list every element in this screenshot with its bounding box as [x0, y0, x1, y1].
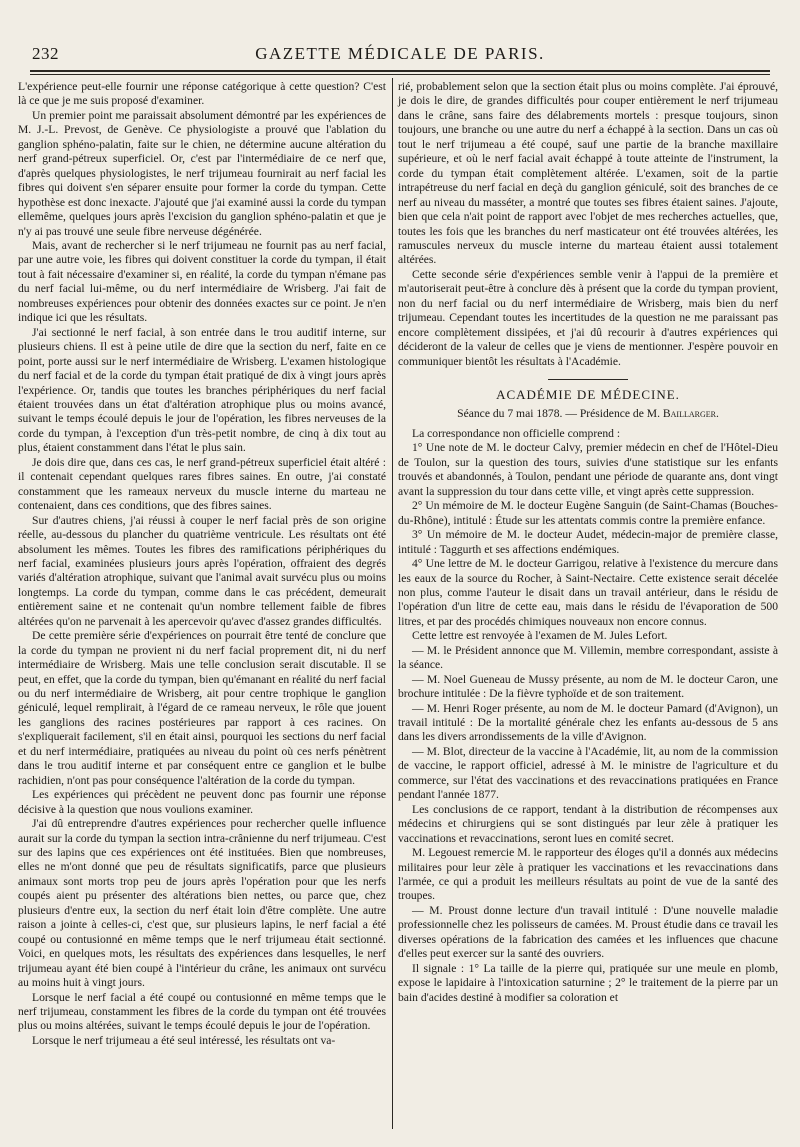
- paragraph: De cette première série d'expériences on pourrait être tenté de conclure que la corde du tympan ne provient ni du nerf facial proprement dit, ni du nerf intermédiaire de Wrisberg. Mais une telle conclusion serait discutable. Il se peut, en effet, que la corde du tympan, bien qu'émanant en réalité du nerf facial ou du nerf intermédiaire de Wrisberg, ait pour centre trophique le ganglion géniculé, lequel remplirait, à l'égard de ce rameau nerveux, le rôle que jouent les ganglions des racines postérieures par rapport à ces racines. On s'expliquerait facilement, s'il en était ainsi, pourquoi les sections du nerf facial et du nerf intermédiaire, pratiquées au niveau du point où ces nerfs pénètrent dans le trou auditif interne et par conséquent entre ce ganglion et le bulbe rachidien, n'ont pas pour conséquence l'altération de la corde du tympan.: [18, 629, 386, 787]
- header-rule-thin: [30, 74, 770, 75]
- paragraph: Sur d'autres chiens, j'ai réussi à couper le nerf facial près de son origine réelle, au-dessous du plancher du quatrième ventricule. Les résultats ont été absolument les mêmes. Toutes les fibres des ramifications périphériques du nerf facial, examinées plusieurs jours après l'opération, offraient des degrés variés d'altération atrophique, suivant que l'animal avait survécu plus ou moins longtemps. La corde du tympan, comme dans le cas précédent, demeurait entièrement saine et ne contenait qu'un nombre tellement faible de fibres altérées qu'on ne parvenait à les apercevoir qu'avec d'assez grandes difficultés.: [18, 513, 386, 628]
- paragraph: J'ai dû entreprendre d'autres expériences pour rechercher quelle influence aurait sur la corde du tympan la section intra-crânienne du nerf trijumeau. C'est sur des lapins que ces expériences ont été instituées. Bien que nombreuses, elles ne m'ont donné que peu de résultats significatifs, parce que plusieurs animaux sont morts trop peu de jours après l'opération pour que les nerfs coupés aient pu présenter des altérations bien nettes, ou parce que, chez plusieurs d'entre eux, la section du nerf était loin d'être complète. Une autre raison a jointe à celles-ci, c'est que, sur plusieurs lapins, le nerf facial a été coupé ou contusionné en même temps que le nerf trijumeau était sectionné. Voici, en quelques mots, les résultats des expériences dans lesquelles, le nerf trijumeau ayant été bien coupé à l'intérieur du crâne, les animaux ont survécu au moins huit à vingt jours.: [18, 817, 386, 990]
- academie-title: ACADÉMIE DE MÉDECINE.: [496, 387, 680, 403]
- paragraph: Cette seconde série d'expériences semble venir à l'appui de la première et m'autoriserait peut-être à conclure dès à présent que la corde du tympan provient, non du nerf facial ou du nerf intermédiaire de Wrisberg, mais bien du nerf trijumeau. Cependant toutes les incertitudes de la question ne me paraissant pas encore complètement dissipées, et j'ai dû recourir à d'autres expériences qui décideront de la valeur de celles que je viens de mentionner. J'espère pouvoir en communiquer bientôt les résultats à l'Académie.: [398, 267, 778, 368]
- seance-text: Séance du 7 mai 1878. — Présidence de M.: [457, 406, 663, 420]
- paragraph: 1° Une note de M. le docteur Calvy, premier médecin en chef de l'Hôtel-Dieu de Toulon, sur la question des tours, suivies d'une statistique sur les enfants trouvés et abandonnés, à Toulon, pendant une période de quarante ans, dont vingt avant la suppression du tour dans cette ville, et vingt après cette suppression.: [398, 441, 778, 498]
- paragraph: 3° Un mémoire de M. le docteur Audet, médecin-major de première classe, intitulé : Taggurth et ses affections endémiques.: [398, 528, 778, 556]
- paragraph: Un premier point me paraissait absolument démontré par les expériences de M. J.-L. Prevost, de Genève. Ce physiologiste a prouvé que l'ablation du ganglion sphéno-palatin, faite sur le chien, ne détermine aucune altération du nerf grand-pétreux superficiel. Or, c'est par l'intermédiaire de ce nerf que, d'après quelques physiologistes, le nerf trijumeau fournirait au nerf facial les fibres qui doivent s'en séparer ensuite pour former la corde du tympan. Cette hypothèse est donc inexacte. J'ajouté que j'ai examiné aussi la corde du tympan ellemême, quelques jours après l'excision du ganglion sphéno-palatin et que je n'y ai pas trouvé une seule fibre nerveuse dégénérée.: [18, 108, 386, 238]
- paragraph: Je dois dire que, dans ces cas, le nerf grand-pétreux superficiel était altéré : il contenait cependant quelques rares fibres saines. En outre, j'ai constaté constamment que les rameaux nerveux du muscle interne du marteau ne contenaient, dans ces conditions, que des fibres saines.: [18, 455, 386, 513]
- paragraph: Cette lettre est renvoyée à l'examen de M. Jules Lefort.: [412, 629, 668, 643]
- paragraph: L'expérience peut-elle fournir une réponse catégorique à cette question? C'est là ce que je me suis proposé d'examiner.: [18, 80, 386, 108]
- paragraph: — M. Blot, directeur de la vaccine à l'Académie, lit, au nom de la commission de vaccine, le rapport officiel, adressé à M. le ministre de l'agriculture et du commerce, sur l'état des vaccinations et des revaccinations pratiquées en France pendant l'année 1877.: [398, 744, 778, 802]
- paragraph: — M. le Président annonce que M. Villemin, membre correspondant, assiste à la séance.: [398, 643, 778, 672]
- paragraph: Il signale : 1° La taille de la pierre qui, pratiquée sur une meule en plomb, expose le lapidaire à l'intoxication saturnine ; 2° le traitement de la pierre par un bain d'acides destiné à modifier sa coloration et: [398, 961, 778, 1004]
- paragraph: La correspondance non officielle comprend :: [412, 426, 621, 440]
- paragraph: — M. Henri Roger présente, au nom de M. le docteur Pamard (d'Avignon), un travail intitulé : De la mortalité générale chez les enfants au-dessous de 5 ans dans les divers arrondissements de la ville d'Avignon.: [398, 701, 778, 744]
- paragraph: rié, probablement selon que la section était plus ou moins complète. J'ai éprouvé, je dois le dire, de grandes difficultés pour couper entièrement le nerf trijumeau dans le crâne, sans faire des délabrements mortels : presque toujours, sinon toujours, une branche ou une autre du nerf a échappé à la section. Dans un cas où tout le nerf trijumeau a été coupé, sauf une partie de la branche maxillaire supérieure, et où le nerf facial avait échappé à toute atteinte de l'instrument, la corde du tympan était complètement altérée. L'examen, soit de la partie intrapétreuse du nerf facial en deçà du ganglion géniculé, soit des branches de ce nerf au niveau du masséter, a montré que toutes ses fibres étaient saines. J'ajoute, bien que cela n'ait point de rapport avec l'objet de mes recherches actuelles, que, toutes les fois que les branches du nerf masticateur ont été trouvées altérées, les ramuscules nerveux du muscle interne du marteau étaient aussi totalement altérées.: [398, 80, 778, 267]
- column-divider: [392, 78, 393, 1129]
- page-header: [30, 44, 770, 70]
- journal-title: GAZETTE MÉDICALE DE PARIS.: [255, 44, 545, 63]
- paragraph: J'ai sectionné le nerf facial, à son entrée dans le trou auditif interne, sur plusieurs chiens. Il est à peine utile de dire que la section du nerf, faite en ce point, porte aussi sur le nerf intermédiaire de Wrisberg. L'examen histologique du nerf facial et de la corde du tympan était pratiqué de dix à vingt jours après l'expérience. Or, tandis que toutes les branches périphériques du nerf facial étaient trouvées dans un état d'altération atrophique plus ou moins avancé, suivant le temps écoulé depuis le jour de l'opération, les fibres nerveuses de la corde du tympan, à l'exception d'un très-petit nombre, de cinq à dix tout au plus, étaient constamment dans l'état le plus sain.: [18, 325, 386, 455]
- seance-line: [398, 407, 778, 421]
- page-number: 232: [32, 44, 59, 63]
- section-separator: [548, 379, 628, 380]
- left-column: [18, 80, 386, 1048]
- paragraph: — M. Proust donne lecture d'un travail intitulé : D'une nouvelle maladie professionnelle chez les polisseurs de camées. M. Proust étudie dans ce travail les diverses opérations de la fabrication des camées et les influences que chacune d'elles peut exercer sur la santé des ouvriers.: [398, 903, 778, 961]
- paragraph: M. Legouest remercie M. le rapporteur des éloges qu'il a donnés aux médecins militaires pour leur zèle à pratiquer les vaccinations et les revaccinations dans l'armée, ce qui a produit les meilleurs résultats au point de vue de la santé des troupes.: [398, 846, 778, 903]
- paragraph: 2° Un mémoire de M. le docteur Eugène Sanguin (de Saint-Chamas (Bouches-du-Rhône), intitulé : Étude sur les attentats commis contre la première enfance.: [398, 499, 778, 527]
- paragraph: — M. Noel Gueneau de Mussy présente, au nom de M. le docteur Caron, une brochure intitulée : De la fièvre typhoïde et de son traitement.: [398, 672, 778, 701]
- academie-proceedings: [398, 427, 778, 1005]
- paragraph: Mais, avant de rechercher si le nerf trijumeau ne fournit pas au nerf facial, par une autre voie, les fibres qui doivent constituer la corde du tympan, il était tout à fait nécessaire d'examiner si, en réalité, la corde du tympan n'émane pas du nerf facial lui-même, ou du nerf intermédiaire de Wrisberg. J'ai fait de nombreuses expériences pour obtenir des données exactes sur ce point. Je n'en indique ici que les résultats.: [18, 238, 386, 325]
- paragraph: Lorsque le nerf trijumeau a été seul intéressé, les résultats ont va-: [32, 1033, 336, 1047]
- header-rule: [30, 70, 770, 72]
- paragraph: Les conclusions de ce rapport, tendant à la distribution de récompenses aux médecins et chirurgiens qui se sont distingués par leur zèle à pratiquer les vaccinations et revaccinations, seront lues en comité secret.: [398, 802, 778, 845]
- paragraph: Lorsque le nerf facial a été coupé ou contusionné en même temps que le nerf trijumeau, constamment les fibres de la corde du tympan ont été trouvées plus ou moins altérées, suivant le temps écoulé depuis le jour de l'opération.: [18, 990, 386, 1033]
- paragraph: Les expériences qui précèdent ne peuvent donc pas fournir une réponse décisive à la question que nous voulions examiner.: [18, 788, 386, 816]
- president-name: Baillarger.: [662, 406, 719, 420]
- paragraph: 4° Une lettre de M. le docteur Garrigou, relative à l'existence du mercure dans les eaux de la source du Rocher, à Saint-Nectaire. Cette existence serait décelée non plus, comme l'auteur le disait dans un travail antérieur, dans le résidu de l'opération d'un litre de cette eau, mais dans le résidu de l'évaporation de 500 litres, et par des procédés chimiques nouveaux non encore connus.: [398, 557, 778, 628]
- right-column: [398, 80, 778, 1005]
- right-column-intro: [398, 80, 778, 369]
